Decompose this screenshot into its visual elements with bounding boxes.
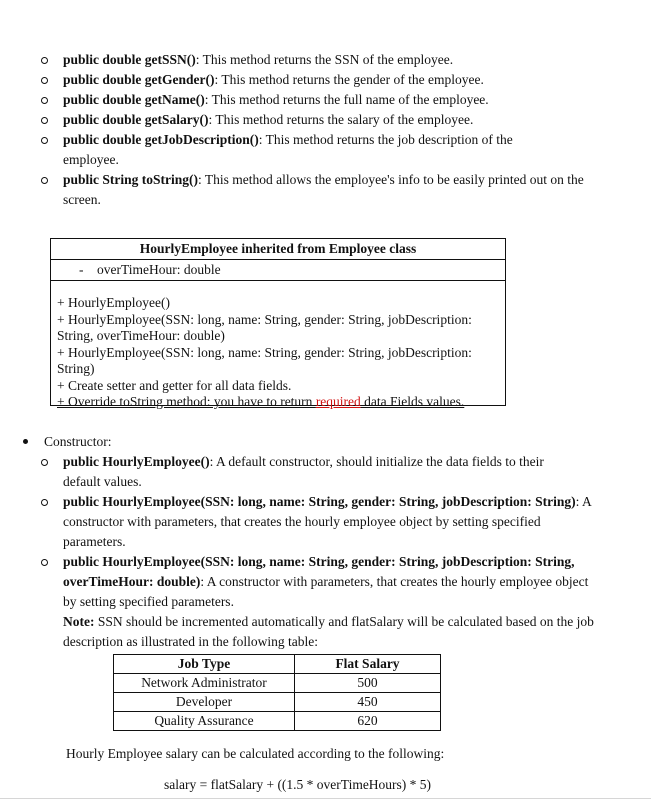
table-row [114, 693, 441, 712]
uml-attribute: - overTimeHour: double [51, 260, 505, 281]
note-text: SSN should be incremented automatically and flatSalary will be calculated based on the job description as illustrated in the following table: [63, 614, 594, 649]
constructor-heading [20, 432, 112, 452]
constructor-signature: public HourlyEmployee(SSN: long, name: String, gender: String, jobDescription: String, overTimeHour: double) [63, 554, 575, 589]
table-header-row [114, 655, 441, 674]
constructor-description: : A constructor with parameters, that creates the hourly employee object by setting specified parameters. [63, 574, 589, 609]
constructor-signature: public HourlyEmployee() [63, 454, 210, 469]
uml-class-diagram [50, 238, 506, 409]
list-item [38, 452, 598, 492]
constructor-signature: public HourlyEmployee(SSN: long, name: String, gender: String, jobDescription: String) [63, 494, 576, 509]
method-signature: public double getSalary() [63, 112, 209, 127]
list-item [38, 552, 598, 652]
required-highlight: required [315, 394, 361, 409]
method-description: : This method returns the gender of the employee. [214, 72, 484, 87]
uml-method: + HourlyEmployee(SSN: long, name: String, gender: String, jobDescription: String, overTimeHour: double) [57, 311, 472, 343]
table-row [114, 674, 441, 693]
table-cell: 620 [295, 712, 441, 731]
section-heading: Constructor: [44, 434, 112, 449]
method-description: : This method returns the salary of the employee. [208, 112, 474, 127]
method-signature: public double getGender() [63, 72, 215, 87]
method-signature: public String toString() [63, 172, 199, 187]
method-description: : This method allows the employee's info to be easily printed out on the screen. [63, 172, 584, 207]
method-signature: public double getJobDescription() [63, 132, 259, 147]
list-item [38, 130, 598, 170]
note-label: Note: [63, 614, 95, 629]
constructor-description: : A default constructor, should initialize the data fields to their default values. [63, 454, 544, 489]
table-cell: Developer [114, 693, 295, 712]
table-cell: 500 [295, 674, 441, 693]
table-cell: 450 [295, 693, 441, 712]
uml-method-text: data Fields values. [360, 394, 465, 409]
table-cell: Network Administrator [114, 674, 295, 693]
salary-formula: salary = flatSalary + ((1.5 * overTimeHours) * 5) [164, 777, 432, 792]
methods-list [38, 50, 598, 210]
method-description: : This method returns the job description of the employee. [63, 132, 513, 167]
list-item [38, 90, 598, 110]
constructor-description: : A constructor with parameters, that creates the hourly employee object by setting specified parameters. [63, 494, 592, 549]
method-signature: public double getName() [63, 92, 205, 107]
constructors-list [38, 452, 598, 652]
page-divider [0, 798, 651, 799]
method-description: : This method returns the full name of the employee. [204, 92, 489, 107]
uml-method [57, 394, 499, 411]
method-signature: public double getSSN() [63, 52, 196, 67]
column-header: Job Type [114, 655, 295, 674]
job-salary-table [113, 654, 441, 731]
uml-method: + HourlyEmployee() [57, 295, 170, 310]
uml-method: + Create setter and getter for all data fields. [57, 377, 292, 393]
method-description: : This method returns the SSN of the employee. [195, 52, 454, 67]
list-item [38, 492, 598, 552]
formula-intro: Hourly Employee salary can be calculated according to the following: [66, 746, 445, 761]
list-item [38, 70, 598, 90]
list-item [38, 50, 598, 70]
uml-method: + HourlyEmployee(SSN: long, name: String, gender: String, jobDescription: String) [57, 344, 472, 376]
column-header: Flat Salary [295, 655, 441, 674]
list-item [38, 170, 598, 210]
table-cell: Quality Assurance [114, 712, 295, 731]
uml-class-title: HourlyEmployee inherited from Employee class [51, 239, 505, 260]
uml-method-text: + Override toString method: you have to return [57, 394, 316, 409]
list-item [38, 110, 598, 130]
uml-methods [51, 281, 505, 411]
bullet-icon [23, 439, 28, 444]
table-row [114, 712, 441, 731]
